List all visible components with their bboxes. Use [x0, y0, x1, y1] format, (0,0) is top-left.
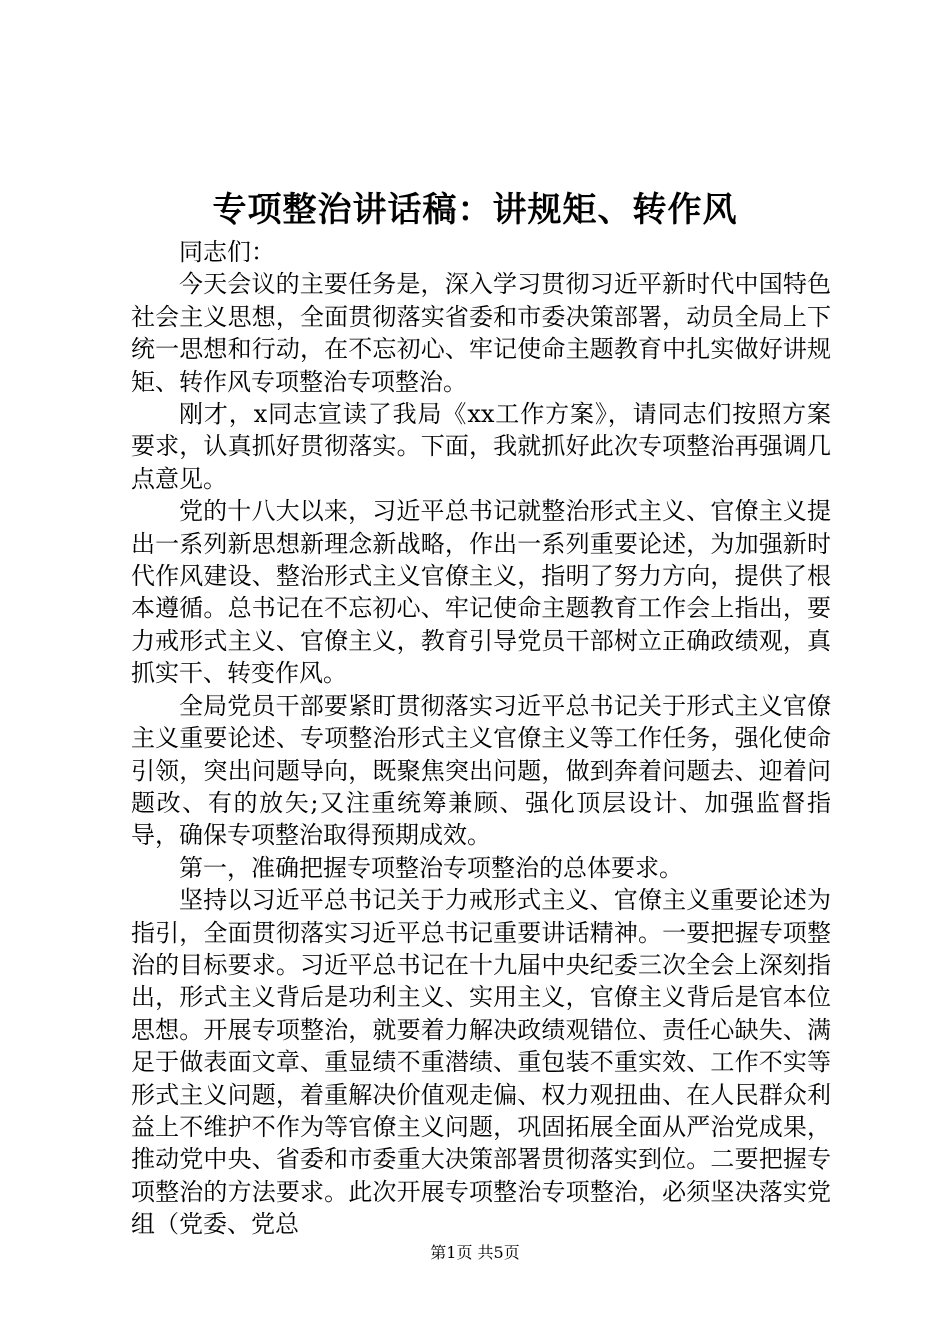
paragraph: 今天会议的主要任务是，深入学习贯彻习近平新时代中国特色社会主义思想，全面贯彻落实省委和市委决策部署，动员全局上下统一思想和行动，在不忘初心、牢记使命主题教育中扎实做好讲规矩、转作风专项整治专项整治。 — [131, 270, 831, 396]
document-body — [131, 236, 831, 1241]
page-footer: 第1页 共5页 — [430, 1243, 520, 1262]
paragraph: 全局党员干部要紧盯贯彻落实习近平总书记关于形式主义官僚主义重要论述、专项整治形式主义官僚主义等工作任务，强化使命引领，突出问题导向，既聚焦突出问题，做到奔着问题去、迎着问题改、有的放矢;又注重统筹兼顾、强化顶层设计、加强监督指导，确保专项整治取得预期成效。 — [131, 691, 831, 850]
section-heading: 第一，准确把握专项整治专项整治的总体要求。 — [179, 853, 683, 882]
salutation: 同志们： — [179, 238, 275, 266]
paragraph: 刚才，x同志宣读了我局《xx工作方案》，请同志们按照方案要求，认真抓好贯彻落实。下面，我就抓好此次专项整治再强调几点意见。 — [131, 400, 831, 493]
page-title: 专项整治讲话稿：讲规矩、转作风 — [212, 190, 738, 230]
paragraph: 坚持以习近平总书记关于力戒形式主义、官僚主义重要论述为指引，全面贯彻落实习近平总书记重要讲话精神。一要把握专项整治的目标要求。习近平总书记在十九届中央纪委三次全会上深刻指出，形式主义背后是功利主义、实用主义，官僚主义背后是官本位思想。开展专项整治，就要着力解决政绩观错位、责任心缺失、满足于做表面文章、重显绩不重潜绩、重包装不重实效、工作不实等形式主义问题，着重解决价值观走偏、权力观扭曲、在人民群众利益上不维护不作为等官僚主义问题，巩固拓展全面从严治党成果，推动党中央、省委和市委重大决策部署贯彻落实到位。二要把握专项整治的方法要求。此次开展专项整治专项整治，必须坚决落实党组（党委、党总 — [131, 886, 831, 1239]
paragraph: 党的十八大以来，习近平总书记就整治形式主义、官僚主义提出一系列新思想新理念新战略，作出一系列重要论述，为加强新时代作风建设、整治形式主义官僚主义，指明了努力方向，提供了根本遵循。总书记在不忘初心、牢记使命主题教育工作会上指出，要力戒形式主义、官僚主义，教育引导党员干部树立正确政绩观，真抓实干、转变作风。 — [131, 497, 831, 688]
